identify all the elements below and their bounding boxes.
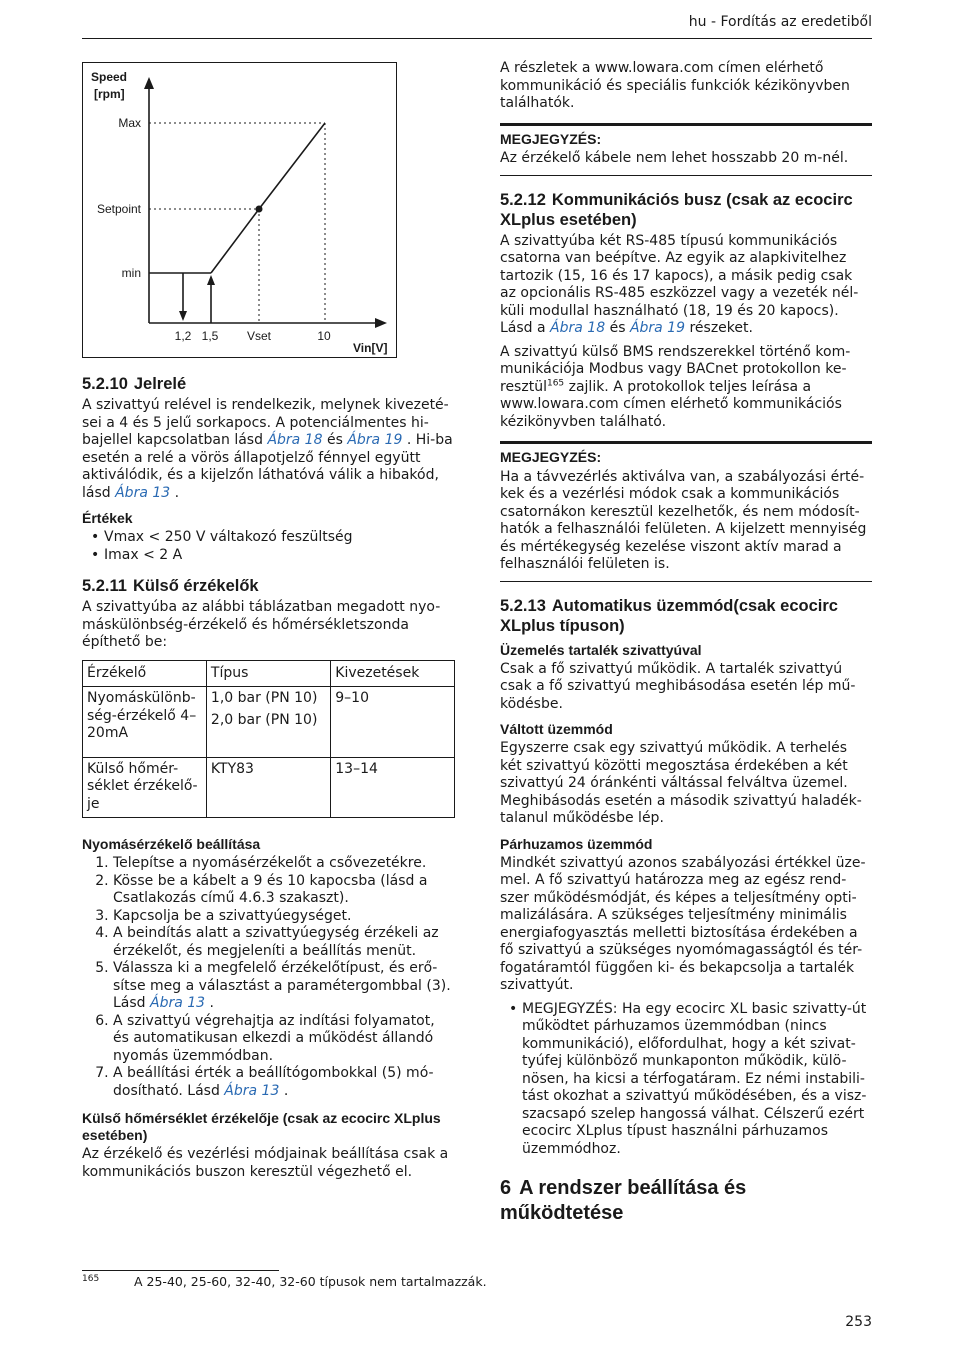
- type-line: 1,0 bar (PN 10): [210, 690, 318, 706]
- comm-paragraph-1: [500, 233, 872, 338]
- list-item: [522, 1001, 872, 1159]
- sensors-intro: A szivattyúba az alábbi táblázatban megadott nyo-máskülönbség-érzékelő és hőmérsékletszonda építhető be:: [82, 599, 441, 650]
- footnote-ref[interactable]: 165: [546, 377, 565, 388]
- section-title: Külső érzékelők: [132, 577, 259, 595]
- parallel-note-list: [500, 1001, 872, 1159]
- text: zajlik. A protokollok teljes leírása a www.lowara.com címen elérhető kommunikációs kézikönyvben található.: [500, 378, 842, 430]
- link-abra-13[interactable]: Ábra 13: [224, 1082, 280, 1099]
- section-number: 5.2.12: [500, 190, 546, 209]
- header-terminals: Kivezetések: [331, 660, 455, 687]
- list-item: 4. A beindítás alatt a szivattyúegység érzékeli az érzékelőt, és megjeleníti a beállítás menüt.: [113, 925, 455, 960]
- section-number: 5.2.10: [82, 375, 128, 393]
- link-abra-13[interactable]: Ábra 13: [150, 995, 206, 1011]
- setpoint-marker: [256, 206, 263, 213]
- footnote-text: A 25-40, 25-60, 32-40, 32-60 típusok nem tartalmazzák.: [134, 1274, 487, 1289]
- text: és: [605, 320, 630, 336]
- external-temp-heading: Külső hőmérséklet érzékelője (csak az ecocirc XLplus esetében): [82, 1110, 441, 1143]
- comm-paragraph-2: [500, 344, 872, 432]
- text: Válassza ki a megfelelő érzékelőtípust, és erő-sítse meg a választást a paramétergombbal (3). Lásd: [113, 960, 451, 1011]
- header-text: hu - Fordítás az eredetiből: [688, 14, 872, 30]
- type-line: 2,0 bar (PN 10): [210, 711, 318, 728]
- parallel-heading: Párhuzamos üzemmód: [500, 835, 653, 852]
- list-item: [113, 960, 455, 1013]
- text: .: [279, 1082, 289, 1099]
- table-row: [83, 757, 455, 818]
- text: A beállítási érték a beállítógombokkal (5) mó-dosítható. Lásd: [113, 1065, 434, 1099]
- section-title: Kommunikációs busz (csak az ecocirc XLplus esetében): [500, 190, 853, 229]
- cell-terminals: 13–14: [331, 757, 455, 818]
- footnote-divider: [82, 1270, 279, 1271]
- x-tick-vset: Vset: [246, 329, 272, 343]
- table-header-row: [83, 660, 455, 687]
- list-item: 2. Kösse be a kábelt a 9 és 10 kapocsba (lásd a Csatlakozás című 4.6.3 szakaszt).: [113, 873, 455, 908]
- values-heading: Értékek: [82, 510, 133, 526]
- note-box: [500, 441, 872, 582]
- link-abra-18[interactable]: Ábra 18: [550, 320, 606, 336]
- list-item: 3. Kapcsolja be a szivattyúegységet.: [113, 908, 455, 926]
- text: A szivattyú külső BMS rendszerekkel történő kom-munikációja Modbus vagy BACnet protokollon ke-resztül: [500, 343, 851, 395]
- cell-type: [206, 687, 330, 758]
- list-item: • Vmax < 250 V váltakozó feszültség: [104, 529, 455, 547]
- section-5-2-13-heading: [500, 596, 872, 636]
- text: Ha egy ecocirc XL basic szivatty-út működtet párhuzamos üzemmódban (nincs kommunikáció), előfordulhat, hogy a két szivat-tyúfej különböző munkaponton működik, külö-nösen, ha kicsi a térfogatáram. Ez némi instabili-tást okozhat a szivattyú működésében, és a visz-szacsapó szelep hangossá válhat. Célszerű ezért ecocirc XLplus típust használni párhuzamos üzemmódhoz.: [522, 1000, 867, 1157]
- link-abra-19[interactable]: Ábra 19: [629, 320, 686, 336]
- y-axis-label-1: Speed: [91, 70, 128, 84]
- start-arrowhead: [207, 275, 215, 285]
- header-type: Típus: [206, 660, 330, 687]
- parallel-text: Mindkét szivattyú azonos szabályozási értékkel üze-mel. A fő szivattyú határozza meg az egész rend-szer működésmódját, és képes a teljesítmény opti-malizálására. A szükséges teljesítmény minimális energiafogyasztás melletti biztosítása érdekében a fő szivattyú a szükséges nyomómagasságtól és tér-fogatáramtól függően ki- és bekapcsolja a tartalék szivattyút.: [500, 854, 866, 993]
- speed-curve: [211, 123, 325, 273]
- x-tick-1-2: 1,2: [174, 329, 192, 343]
- pressure-setup-heading: Nyomásérzékelő beállítása: [82, 836, 261, 852]
- list-item: 1. Telepítse a nyomásérzékelőt a csővezetékre.: [113, 855, 455, 873]
- link-abra-13[interactable]: Ábra 13: [115, 484, 171, 501]
- y-level-min: min: [121, 266, 141, 280]
- details-paragraph: A részletek a www.lowara.com címen elérhető kommunikáció és speciális funkciók kézikönyvben találhatók.: [500, 60, 850, 111]
- chapter-number: 6: [500, 1177, 512, 1199]
- x-tick-10: 10: [317, 329, 331, 343]
- stop-arrowhead: [179, 311, 187, 321]
- chapter-title: A rendszer beállítása és működtetése: [500, 1177, 747, 1224]
- text: . Hi-ba esetén a relé a vörös állapotjelző fénnyel együtt aktiválódik, és a kijelzőn láthatóvá válik a hibakód, lásd: [82, 432, 453, 501]
- header-sensor: Érzékelő: [83, 660, 207, 687]
- alternating-text: Egyszerre csak egy szivattyú működik. A terhelés két szivattyú közötti megosztása érdekében a két szivattyú 24 óránkénti váltással felváltva üzemel. Meghibásodás esetén a második szivattyú haladék-talanul működésbe lép.: [500, 740, 862, 826]
- note-text: Az érzékelő kábele nem lehet hosszabb 20 m-nél.: [500, 150, 849, 166]
- section-number: 5.2.11: [82, 577, 127, 595]
- text: részeket.: [685, 320, 753, 336]
- y-axis-arrow: [144, 77, 154, 89]
- footnote-number: 165: [82, 1274, 100, 1284]
- chapter-6-heading: [500, 1176, 872, 1226]
- section-title: Automatikus üzemmód(csak ecocirc XLplus típuson): [500, 596, 838, 635]
- table-row: [83, 687, 455, 758]
- alternating-heading: Váltott üzemmód: [500, 721, 613, 737]
- section-number: 5.2.13: [500, 596, 546, 615]
- x-axis-label: Vin[V]: [353, 341, 388, 355]
- cell-sensor: Nyomáskülönb-ség-érzékelő 4–20mA: [83, 687, 207, 758]
- x-axis-arrow: [375, 318, 387, 328]
- text: .: [205, 995, 214, 1011]
- text: és: [322, 432, 348, 448]
- standby-text: Csak a fő szivattyú működik. A tartalék szivattyú csak a fő szivattyú meghibásodása esetén lép mű-ködésbe.: [500, 660, 856, 712]
- cell-sensor: Külső hőmér-séklet érzékelő-je: [83, 757, 207, 818]
- values-list: [82, 529, 455, 564]
- pressure-setup-steps: [82, 855, 455, 1100]
- text: A szivattyúba két RS-485 típusú kommunikációs csatorna van beépítve. Az egyik az alapkivitelhez tartozik (15, 16 és 17 kapocs), a másik pedig csak az opcionális RS-485 eszközzel vagy a vezeték nél-küli modullal használható (18, 19 és 20 kapocs). Lásd a: [500, 232, 859, 336]
- text: A szivattyú relével is rendelkezik, melynek kivezeté-sei a 4 és 5 jelű sorkapocs. A potenciálmentes hi-bajellel kapcsolatban lásd: [82, 397, 449, 448]
- link-abra-18[interactable]: Ábra 18: [267, 432, 323, 448]
- section-5-2-10-heading: [82, 374, 455, 394]
- text: MEGJEGYZÉS:: [522, 1000, 618, 1017]
- sensors-table: [82, 660, 455, 819]
- note-title: MEGJEGYZÉS:: [500, 449, 602, 465]
- link-abra-19[interactable]: Ábra 19: [347, 432, 403, 448]
- section-title: Jelrelé: [133, 375, 187, 393]
- note-title: MEGJEGYZÉS:: [500, 130, 602, 147]
- section-5-2-11-heading: [82, 576, 455, 596]
- section-5-2-12-heading: [500, 190, 872, 230]
- right-column: [500, 60, 872, 1226]
- relay-paragraph: [82, 397, 455, 502]
- cell-terminals: 9–10: [331, 687, 455, 758]
- y-level-max: Max: [118, 116, 141, 130]
- y-level-setpoint: Setpoint: [96, 202, 141, 216]
- y-axis-label-2: [rpm]: [94, 87, 125, 101]
- page-header: [82, 14, 872, 39]
- list-item: [113, 1065, 455, 1100]
- text: .: [170, 484, 180, 501]
- note-box: [500, 123, 872, 176]
- cell-type: KTY83: [206, 757, 330, 818]
- note-text: Ha a távvezérlés aktiválva van, a szabályozási érté-kek és a vezérlési módok csak a kommunikációs csatornákon keresztül kezelhetők, és nem módosít-hatók a felhasználói felületen. A kijelzett mennyiség és mértékegység kezelése viszont aktív marad a felhasználói felületen is.: [500, 468, 867, 572]
- standby-heading: Üzemelés tartalék szivattyúval: [500, 641, 702, 658]
- external-temp-text: Az érzékelő és vezérlési módjainak beállítása csak a kommunikációs buszon keresztül végezhető el.: [82, 1146, 449, 1180]
- speed-vin-chart: [82, 62, 397, 358]
- list-item: 6. A szivattyú végrehajtja az indítási folyamatot, és automatikusan elkezdi a működést állandó nyomás üzemmódban.: [113, 1013, 455, 1066]
- list-item: • Imax < 2 A: [104, 547, 455, 565]
- x-tick-1-5: 1,5: [201, 329, 219, 343]
- page-number: 253: [845, 1314, 872, 1330]
- left-column: [82, 60, 455, 1187]
